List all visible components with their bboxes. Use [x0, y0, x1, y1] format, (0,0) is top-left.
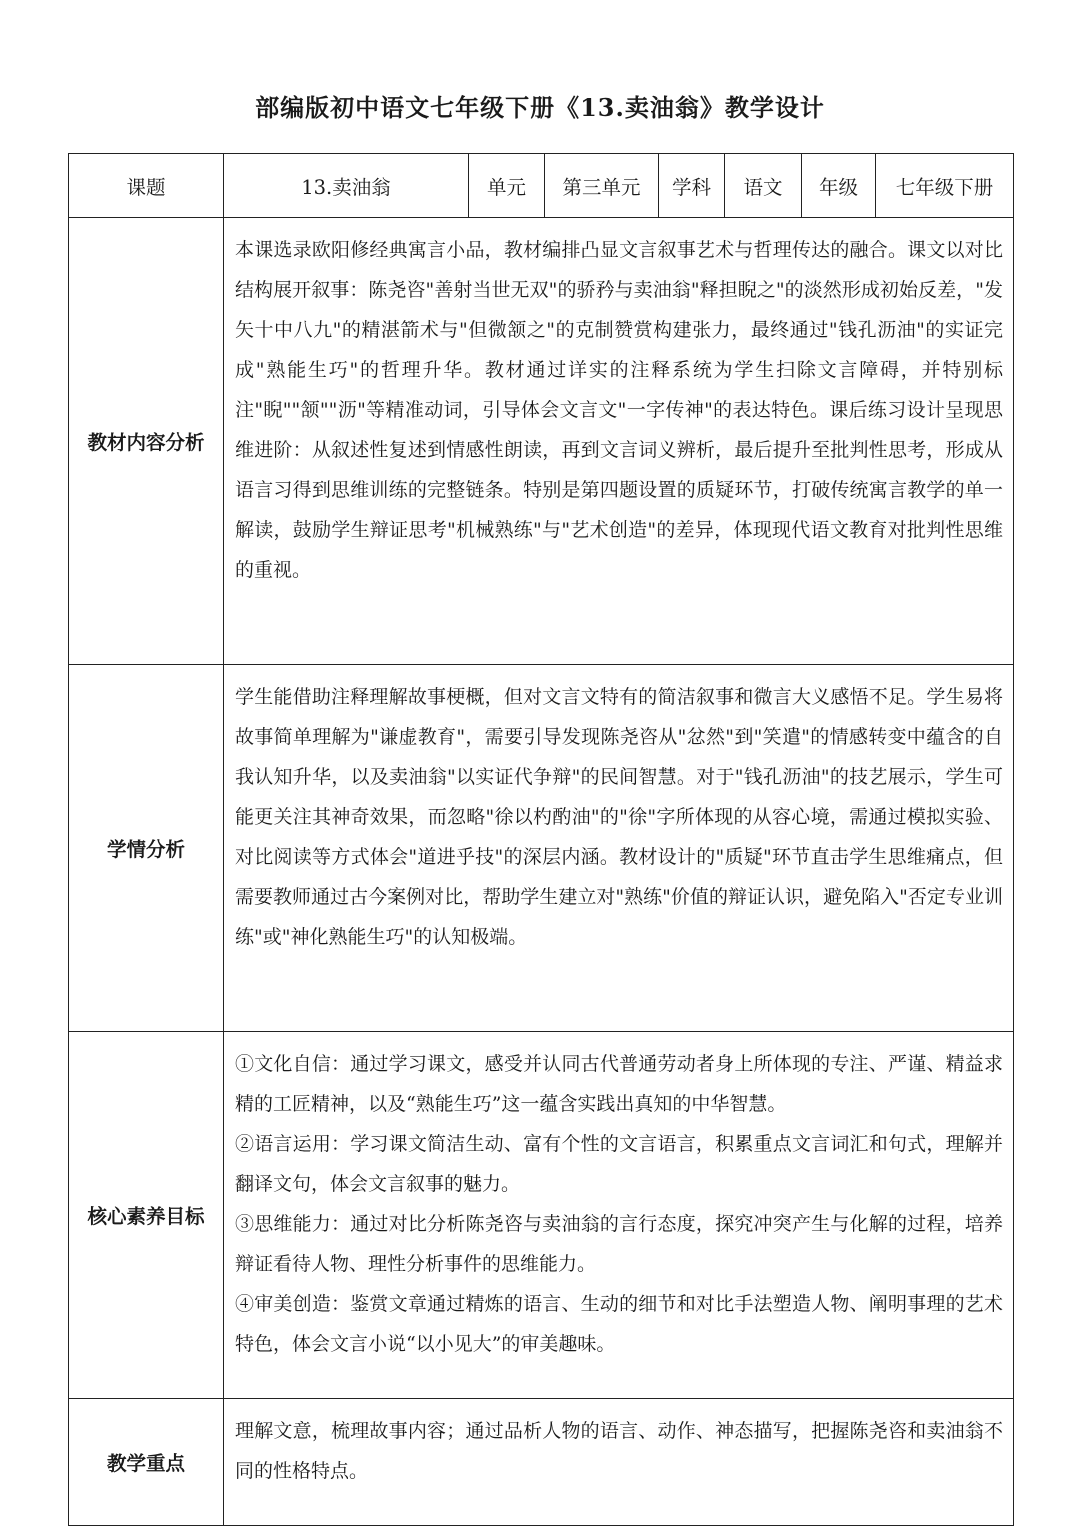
subject-value: 语文	[725, 154, 802, 218]
goal-item: ③思维能力：通过对比分析陈尧咨与卖油翁的言行态度，探究冲突产生与化解的过程，培养辩证看待人物、理性分析事件的思维能力。	[235, 1213, 1003, 1275]
material-analysis-label: 教材内容分析	[69, 218, 224, 665]
topic-label: 课题	[69, 154, 224, 218]
core-goals-row	[69, 1032, 1014, 1399]
goal-item: ②语言运用：学习课文简洁生动、富有个性的文言语言，积累重点文言词汇和句式，理解并翻译文句，体会文言叙事的魅力。	[235, 1133, 1003, 1195]
unit-value: 第三单元	[545, 154, 659, 218]
material-analysis-text: 本课选录欧阳修经典寓言小品，教材编排凸显文言叙事艺术与哲理传达的融合。课文以对比结构展开叙事：陈尧咨"善射当世无双"的骄矜与卖油翁"释担睨之"的淡然形成初始反差，"发矢十中八九"的精湛箭术与"但微颔之"的克制赞赏构建张力，最终通过"钱孔沥油"的实证完成"熟能生巧"的哲理升华。教材通过详实的注释系统为学生扫除文言障碍，并特别标注"睨""颔""沥"等精准动词，引导体会文言文"一字传神"的表达特色。课后练习设计呈现思维进阶：从叙述性复述到情感性朗读，再到文言词义辨析，最后提升至批判性思考，形成从语言习得到思维训练的完整链条。特别是第四题设置的质疑环节，打破传统寓言教学的单一解读，鼓励学生辩证思考"机械熟练"与"艺术创造"的差异，体现现代语文教育对批判性思维的重视。	[224, 218, 1014, 665]
key-points-text: 理解文意，梳理故事内容；通过品析人物的语言、动作、神态描写，把握陈尧咨和卖油翁不同的性格特点。	[224, 1399, 1014, 1526]
core-goals-list	[224, 1032, 1014, 1399]
grade-label: 年级	[802, 154, 876, 218]
learner-analysis-row	[69, 665, 1014, 1032]
learner-analysis-text: 学生能借助注释理解故事梗概，但对文言文特有的简洁叙事和微言大义感悟不足。学生易将故事简单理解为"谦虚教育"，需要引导发现陈尧咨从"忿然"到"笑遣"的情感转变中蕴含的自我认知升华，以及卖油翁"以实证代争辩"的民间智慧。对于"钱孔沥油"的技艺展示，学生可能更关注其神奇效果，而忽略"徐以杓酌油"的"徐"字所体现的从容心境，需通过模拟实验、对比阅读等方式体会"道进乎技"的深层内涵。教材设计的"质疑"环节直击学生思维痛点，但需要教师通过古今案例对比，帮助学生建立对"熟练"价值的辩证认识，避免陷入"否定专业训练"或"神化熟能生巧"的认知极端。	[224, 665, 1014, 1032]
document-title: 部编版初中语文七年级下册《13.卖油翁》教学设计	[255, 93, 825, 122]
core-goals-label: 核心素养目标	[69, 1032, 224, 1399]
grade-value: 七年级下册	[876, 154, 1014, 218]
topic-value: 13.卖油翁	[224, 154, 469, 218]
subject-label: 学科	[659, 154, 725, 218]
material-analysis-row	[69, 218, 1014, 665]
learner-analysis-label: 学情分析	[69, 665, 224, 1032]
unit-label: 单元	[469, 154, 545, 218]
lesson-plan-table	[68, 153, 1014, 1526]
key-points-label: 教学重点	[69, 1399, 224, 1526]
header-row	[69, 154, 1014, 218]
goal-item: ①文化自信：通过学习课文，感受并认同古代普通劳动者身上所体现的专注、严谨、精益求精的工匠精神，以及“熟能生巧”这一蕴含实践出真知的中华智慧。	[235, 1053, 1003, 1115]
goal-item: ④审美创造：鉴赏文章通过精炼的语言、生动的细节和对比手法塑造人物、阐明事理的艺术特色，体会文言小说“以小见大”的审美趣味。	[235, 1293, 1003, 1355]
key-points-row	[69, 1399, 1014, 1526]
